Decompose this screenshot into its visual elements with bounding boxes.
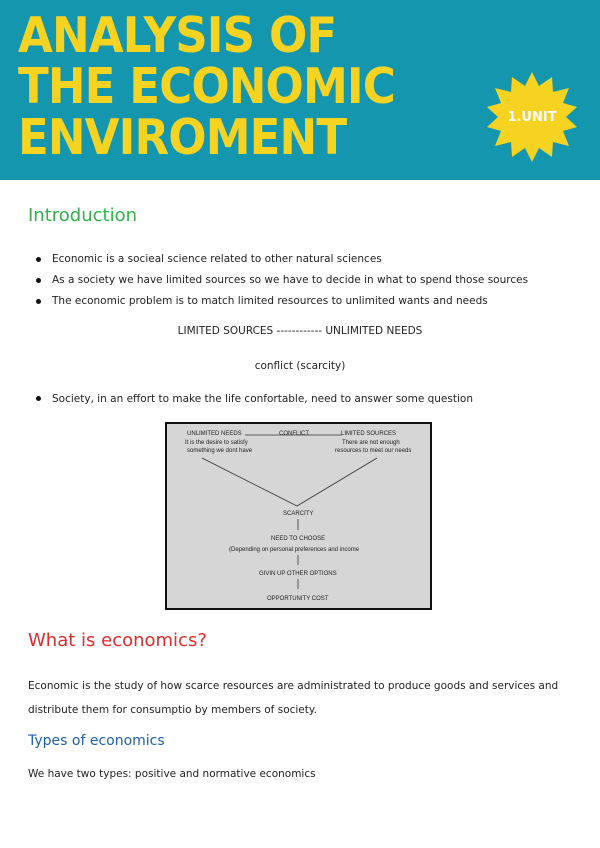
list-item: The economic problem is to match limited resources to unlimited wants and needs [36, 291, 528, 312]
diagram-limited-sources-desc-1: There are not enough [342, 440, 400, 446]
conflict-line: conflict (scarcity) [254, 360, 346, 372]
diagram-depending: (Depending on personal preferences and income [229, 547, 360, 553]
diagram-limited-sources-desc-2: resources to meet our needs [335, 448, 412, 454]
introduction-heading: Introduction [28, 205, 138, 226]
diagram-limited-sources: LIMITED SOURCES [341, 431, 397, 437]
unit-badge [487, 72, 577, 162]
diagram-conflict: CONFLICT [279, 431, 309, 437]
diagram-scarcity: SCARCITY [283, 511, 314, 517]
diagram-unlimited-needs-desc-2: something we dont have [187, 448, 253, 454]
header-banner [0, 0, 600, 180]
types-of-economics-heading: Types of economics [28, 733, 165, 749]
title-line-1: ANALYSIS OF [18, 7, 337, 64]
intro-bullet-last [36, 392, 473, 406]
title-line-3: ENVIROMENT [18, 109, 347, 166]
diagram-opportunity-cost: OPPORTUNITY COST [267, 596, 329, 602]
diagram-unlimited-needs: UNLIMITED NEEDS [187, 431, 242, 437]
diagram-need-to-choose: NEED TO CHOOSE [271, 536, 326, 542]
intro-bullet-list [36, 249, 528, 312]
what-is-economics-heading: What is economics? [28, 630, 207, 651]
scarcity-diagram [165, 422, 432, 610]
title-line-2: THE ECONOMIC [18, 58, 395, 115]
relation-line: LIMITED SOURCES ------------ UNLIMITED NEEDS [177, 325, 423, 337]
economics-definition: Economic is the study of how scarce resources are administrated to produce goods and services and distribute them for consumptio by members of society. [28, 680, 559, 716]
unit-badge-label: 1.UNIT [507, 109, 557, 125]
diagram-giving-up: GIVIN UP OTHER OPTIONS [259, 571, 337, 577]
list-item: Economic is a socieal science related to other natural sciences [36, 249, 528, 270]
list-item: Society, in an effort to make the life confortable, need to answer some question [36, 392, 473, 406]
list-item: As a society we have limited sources so we have to decide in what to spend those sources [36, 270, 528, 291]
diagram-unlimited-needs-desc-1: It is the desire to satisfy [185, 440, 248, 446]
page-title [18, 7, 395, 166]
types-of-economics-text: We have two types: positive and normative economics [28, 768, 316, 780]
